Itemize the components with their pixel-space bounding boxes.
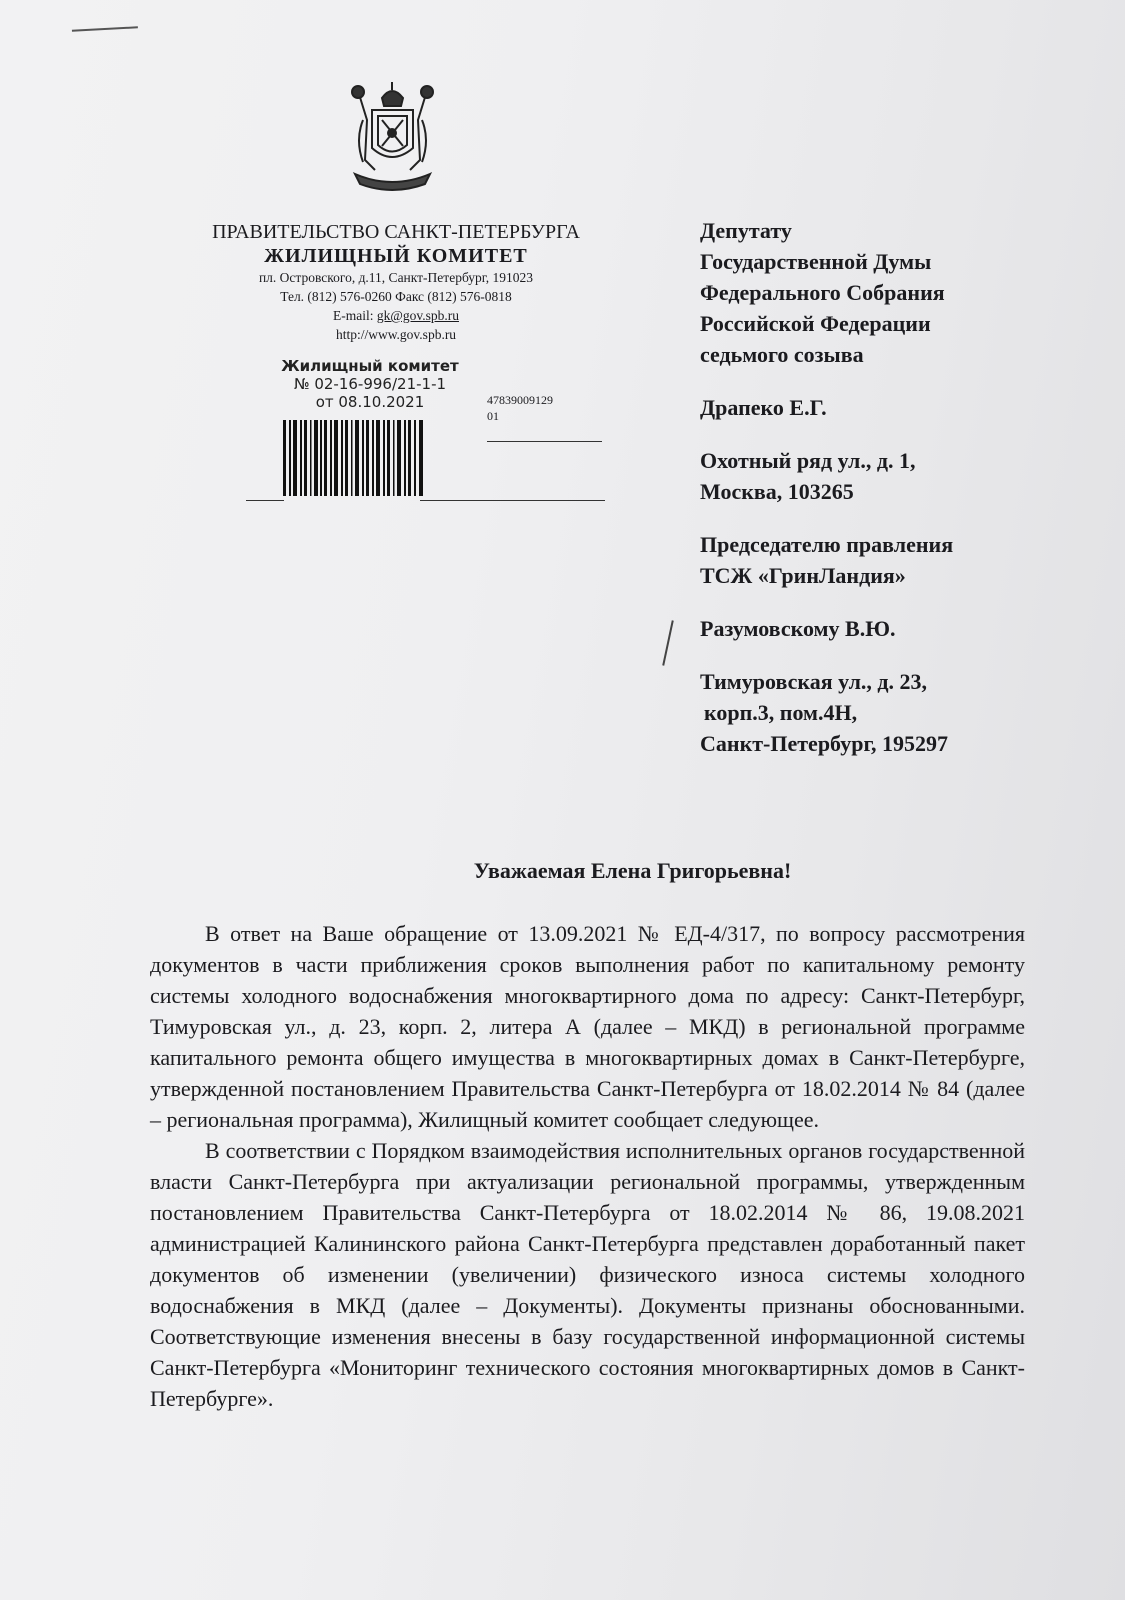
committee-phones: Тел. (812) 576-0260 Факс (812) 576-0818 [280, 289, 512, 304]
code-line-1: 47839009129 [487, 393, 553, 407]
letter-body [150, 918, 1025, 1414]
spb-coat-of-arms-icon [345, 80, 440, 192]
recipient-1-title-3: Федерального Собрания [700, 280, 945, 305]
recipient-1-title-4: Российской Федерации [700, 311, 931, 336]
code-line-2: 01 [487, 409, 499, 423]
barcode-icon [283, 420, 428, 496]
pen-mark [662, 620, 674, 665]
sender-block [190, 220, 602, 344]
recipient-1-address-2: Москва, 103265 [700, 479, 854, 504]
pen-mark [72, 26, 138, 35]
recipient-2-address-3: Санкт-Петербург, 195297 [700, 731, 948, 756]
reply-number-line-left [246, 500, 284, 501]
stamp-date: от 08.10.2021 [315, 393, 425, 411]
committee-website[interactable]: http://www.gov.spb.ru [335, 327, 457, 342]
recipient-1-address-1: Охотный ряд ул., д. 1, [700, 448, 916, 473]
recipient-1-name: Драпеко Е.Г. [700, 395, 827, 420]
paragraph-2: В соответствии с Порядком взаимодействия исполнительных органов государственной власти Санкт-Петербурга при актуализации региональной программы, утвержденным постановлением Правительства Санкт-Петербурга от 18.02.2014 № 86, 19.08.2021 администрацией Калининского района Санкт-Петербурга представлен доработанный пакет документов об изменении (увеличении) физического износа системы холодного водоснабжения в МКД (далее – Документы). Документы признаны обоснованными. Соответствующие изменения внесены в базу государственной информационной системы Санкт-Петербурга «Мониторинг технического состояния многоквартирных домов в Санкт-Петербурге». [150, 1138, 1025, 1411]
recipient-1-title-2: Государственной Думы [700, 249, 932, 274]
recipient-1-title-1: Депутату [700, 218, 792, 243]
recipient-2-address-1: Тимуровская ул., д. 23, [700, 669, 928, 694]
recipient-2-position-1: Председателю правления [700, 532, 954, 557]
committee-name: ЖИЛИЩНЫЙ КОМИТЕТ [264, 245, 528, 267]
registration-stamp [250, 357, 490, 411]
stamp-number: № 02-16-996/21-1-1 [293, 375, 447, 393]
reply-date-line [487, 441, 602, 442]
salutation: Уважаемая Елена Григорьевна! [473, 858, 792, 883]
recipient-block [700, 215, 953, 759]
email-label: E-mail: [333, 308, 377, 323]
reply-number-line-right [420, 500, 605, 501]
recipient-1-title-5: седьмого созыва [700, 342, 864, 367]
government-name: ПРАВИТЕЛЬСТВО САНКТ-ПЕТЕРБУРГА [212, 221, 580, 243]
recipient-2-address-2: корп.3, пом.4Н, [704, 700, 858, 725]
stamp-org: Жилищный комитет [281, 357, 459, 375]
committee-email[interactable]: gk@gov.spb.ru [376, 308, 459, 323]
committee-address: пл. Островского, д.11, Санкт-Петербург, 191023 [258, 270, 534, 285]
recipient-2-position-2: ТСЖ «ГринЛандия» [700, 563, 906, 588]
paragraph-1: В ответ на Ваше обращение от 13.09.2021 № ЕД-4/317, по вопросу рассмотрения документов в части приближения сроков выполнения работ по капитальному ремонту системы холодного водоснабжения многоквартирного дома по адресу: Санкт-Петербург, Тимуровская ул., д. 23, корп. 2, литера А (далее – МКД) в региональной программе капитального ремонта общего имущества в многоквартирных домах в Санкт-Петербурге, утвержденной постановлением Правительства Санкт-Петербурга от 18.02.2014 № 84 (далее – региональная программа), Жилищный комитет сообщает следующее. [150, 921, 1025, 1132]
committee-email-line [190, 306, 602, 325]
recipient-2-name: Разумовскому В.Ю. [700, 616, 896, 641]
registration-code [487, 392, 553, 424]
